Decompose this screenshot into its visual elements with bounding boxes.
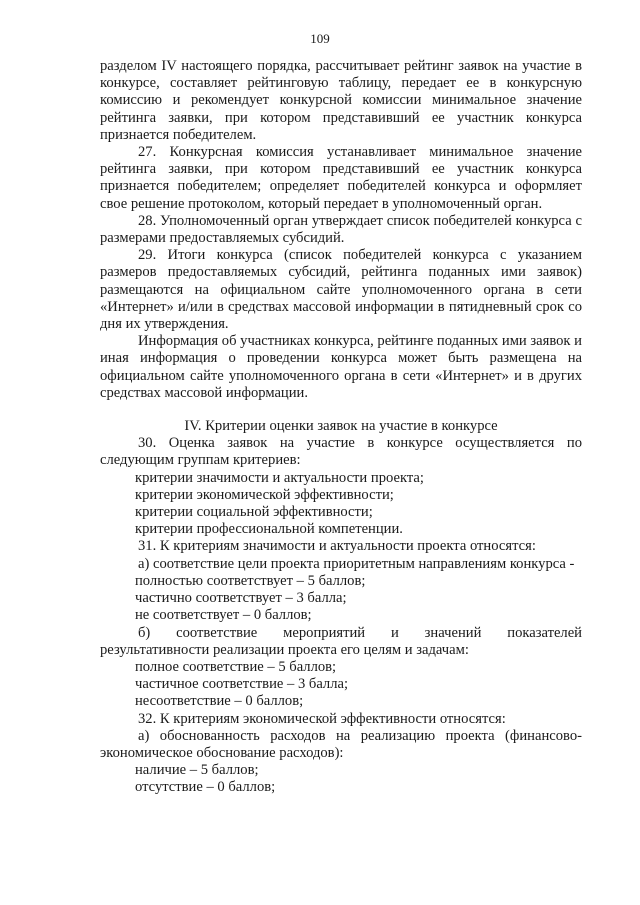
section-gap — [100, 402, 582, 418]
paragraph-31b: б) соответствие мероприятий и значений показателей результативности реализации проекта его целям и задачам: — [100, 624, 582, 658]
list-item: критерии профессиональной компетенции. — [135, 521, 403, 538]
list-item: наличие – 5 баллов; — [135, 762, 259, 779]
list-item: частичное соответствие – 3 балла; — [135, 676, 349, 693]
list-item: несоответствие – 0 баллов; — [135, 693, 304, 710]
paragraph-27: 27. Конкурсная комиссия устанавливает минимальное значение рейтинга заявки, при котором представивший ее участник конкурса признается победителем; определяет победителей конкурса и оформляет свое решение протоколом, который передает в уполномоченный орган. — [100, 144, 582, 212]
paragraph-info: Информация об участниках конкурса, рейтинге поданных ими заявок и иная информация о проведении конкурса может быть размещена на официальном сайте уполномоченного органа в сети «Интернет» и в других средствах массовой информации. — [100, 333, 582, 401]
list-item: полностью соответствует – 5 баллов; — [135, 572, 366, 589]
paragraph-30: 30. Оценка заявок на участие в конкурсе осуществляется по следующим группам критериев: — [100, 435, 582, 469]
list-item: критерии значимости и актуальности проекта; — [135, 469, 424, 486]
scores-31a-list — [100, 573, 582, 625]
list-item: не соответствует – 0 баллов; — [135, 607, 312, 624]
paragraph-31a: а) соответствие цели проекта приоритетным направлениям конкурса - — [138, 555, 575, 572]
criteria-groups-list — [100, 470, 582, 539]
list-item: критерии экономической эффективности; — [135, 486, 394, 503]
paragraph-31: 31. К критериям значимости и актуальности проекта относятся: — [138, 538, 536, 555]
list-item: отсутствие – 0 баллов; — [135, 779, 276, 796]
page-number: 109 — [310, 31, 330, 46]
paragraph-continuation: разделом IV настоящего порядка, рассчитывает рейтинг заявок на участие в конкурсе, составляет рейтинговую таблицу, передает ее в конкурсную комиссию и рекомендует конкурсной комиссии минимальное значение рейтинга заявки, при котором представивший ее участник конкурса признается победителем. — [100, 58, 582, 143]
section-heading: IV. Критерии оценки заявок на участие в конкурсе — [184, 418, 498, 435]
scores-31b-list — [100, 659, 582, 711]
document-body — [100, 58, 582, 797]
paragraph-28: 28. Уполномоченный орган утверждает список победителей конкурса с размерами предоставляемых субсидий. — [100, 212, 582, 247]
list-item: полное соответствие – 5 баллов; — [135, 658, 337, 675]
paragraph-29: 29. Итоги конкурса (список победителей конкурса с указанием размеров предоставляемых субсидий, рейтинга поданных ими заявок) размещаются на официальном сайте уполномоченного органа в сети «Интернет» и/или в средствах массовой информации в пятидневный срок со дня их утверждения. — [100, 247, 582, 333]
scores-32a-list — [100, 762, 582, 796]
list-item: критерии социальной эффективности; — [135, 504, 373, 521]
list-item: частично соответствует – 3 балла; — [135, 590, 347, 607]
paragraph-32a: а) обоснованность расходов на реализацию проекта (финансово-экономическое обоснование расходов): — [100, 727, 582, 761]
paragraph-32: 32. К критериям экономической эффективности относятся: — [138, 710, 506, 727]
